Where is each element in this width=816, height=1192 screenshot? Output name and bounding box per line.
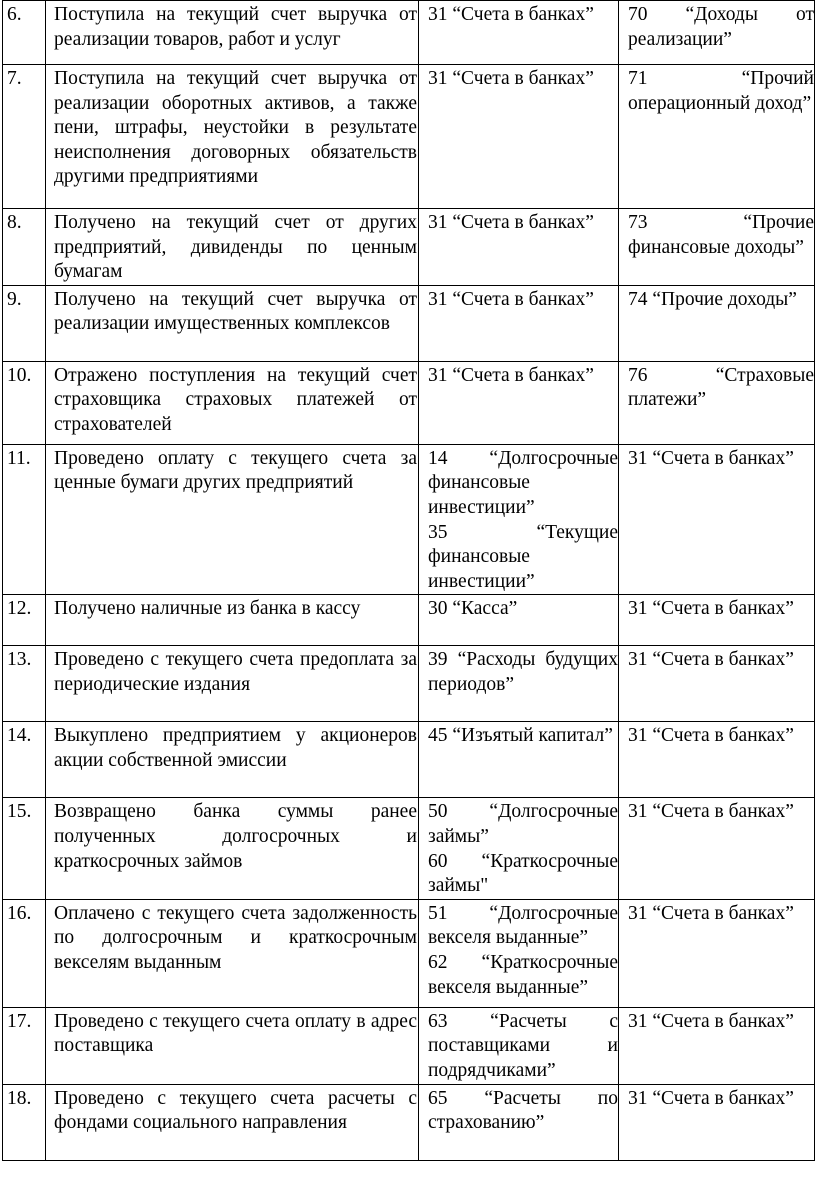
credit-account: 31 “Счета в банках” <box>628 1010 794 1032</box>
accounting-entries-table <box>2 0 815 1161</box>
credit-account: 31 “Счета в банках” <box>628 447 794 469</box>
entry-number: 13. <box>3 646 46 722</box>
debit-account: 31 “Счета в банках” <box>428 68 594 89</box>
credit-account: 31 “Счета в банках” <box>628 598 794 620</box>
entry-number: 15. <box>3 798 46 899</box>
credit-account: 31 “Счета в банках” <box>628 649 794 671</box>
debit-account-cell <box>419 1084 619 1160</box>
debit-account: 51 “Долгосрочные векселя выданные” <box>428 902 618 949</box>
debit-account-cell <box>419 285 619 361</box>
entry-number: 8. <box>3 209 46 286</box>
table-row <box>3 899 815 1007</box>
entry-number: 9. <box>3 285 46 361</box>
credit-account-cell <box>619 209 815 286</box>
operation-description: Оплачено с текущего счета задолженность по долгосрочным и краткосрочным векселям выданным <box>46 899 419 1007</box>
table-row <box>3 646 815 722</box>
operation-description: Возвращено банка суммы ранее полученных долгосрочных и краткосрочных займов <box>46 798 419 899</box>
debit-account-cell <box>419 1007 619 1084</box>
debit-account-cell <box>419 722 619 798</box>
credit-account: 31 “Счета в банках” <box>628 1087 794 1109</box>
entry-number: 7. <box>3 65 46 209</box>
operation-description: Отражено поступления на текущий счет страховщика страховых платежей от страхователей <box>46 361 419 444</box>
operation-description: Получено на текущий счет от других предприятий, дивиденды по ценным бумагам <box>46 209 419 286</box>
table-row <box>3 361 815 444</box>
credit-account-cell <box>619 722 815 798</box>
entry-number: 11. <box>3 444 46 595</box>
table-row <box>3 444 815 595</box>
credit-account-cell <box>619 595 815 646</box>
debit-account: 65 “Расчеты по страхованию” <box>428 1087 618 1134</box>
table-row <box>3 1007 815 1084</box>
entry-number: 12. <box>3 595 46 646</box>
debit-account-cell <box>419 1 619 65</box>
operation-description: Проведено с текущего счета оплату в адрес поставщика <box>46 1007 419 1084</box>
debit-account-cell <box>419 209 619 286</box>
operation-description: Поступила на текущий счет выручка от реализации оборотных активов, а также пени, штрафы, неустойки в результате неисполнения договорных обязательств другими предприятиями <box>46 65 419 209</box>
debit-account: 39 “Расходы будущих периодов” <box>428 649 618 695</box>
credit-account: 31 “Счета в банках” <box>628 902 794 924</box>
debit-account: 50 “Долгосрочные займы” <box>428 801 618 847</box>
credit-account-cell <box>619 361 815 444</box>
table-row <box>3 595 815 646</box>
debit-account: 31 “Счета в банках” <box>428 364 594 386</box>
debit-account: 31 “Счета в банках” <box>428 4 594 25</box>
credit-account-cell <box>619 65 815 209</box>
debit-account: 60 “Краткосрочные займы" <box>428 850 618 897</box>
entry-number: 16. <box>3 899 46 1007</box>
credit-account: 76 “Страховые платежи” <box>628 364 814 411</box>
debit-account: 35 “Текущие финансовые инвестиции” <box>428 521 618 592</box>
credit-account-cell <box>619 1084 815 1160</box>
credit-account-cell <box>619 285 815 361</box>
credit-account-cell <box>619 646 815 722</box>
debit-account: 63 “Расчеты с поставщиками и подрядчиками” <box>428 1010 618 1081</box>
debit-account-cell <box>419 798 619 899</box>
debit-account: 14 “Долгосрочные финансовые инвестиции” <box>428 447 618 518</box>
credit-account-cell <box>619 1007 815 1084</box>
credit-account: 31 “Счета в банках” <box>628 801 794 823</box>
entry-number: 14. <box>3 722 46 798</box>
debit-account-cell <box>419 361 619 444</box>
debit-account-cell <box>419 65 619 209</box>
credit-account-cell <box>619 1 815 65</box>
credit-account-cell <box>619 899 815 1007</box>
entry-number: 10. <box>3 361 46 444</box>
operation-description: Получено наличные из банка в кассу <box>46 595 419 646</box>
operation-description: Проведено оплату с текущего счета за ценные бумаги других предприятий <box>46 444 419 595</box>
credit-account: 71 “Прочий операционный доход” <box>628 68 814 114</box>
debit-account: 31 “Счета в банках” <box>428 212 594 233</box>
credit-account-cell <box>619 798 815 899</box>
table-row <box>3 1084 815 1160</box>
table-row <box>3 65 815 209</box>
debit-account: 31 “Счета в банках” <box>428 288 594 310</box>
credit-account: 74 “Прочие доходы” <box>628 288 797 310</box>
operation-description: Проведено с текущего счета расчеты с фондами социального направления <box>46 1084 419 1160</box>
operation-description: Поступила на текущий счет выручка от реализации товаров, работ и услуг <box>46 1 419 65</box>
debit-account-cell <box>419 899 619 1007</box>
debit-account-cell <box>419 646 619 722</box>
table-row <box>3 722 815 798</box>
operation-description: Получено на текущий счет выручка от реализации имущественных комплексов <box>46 285 419 361</box>
credit-account: 73 “Прочие финансовые доходы” <box>628 212 814 258</box>
debit-account: 30 “Касса” <box>428 598 518 620</box>
table-row <box>3 209 815 286</box>
debit-account-cell <box>419 444 619 595</box>
table-row <box>3 285 815 361</box>
credit-account: 70 “Доходы от реализации” <box>628 4 814 50</box>
entry-number: 18. <box>3 1084 46 1160</box>
entry-number: 17. <box>3 1007 46 1084</box>
credit-account: 31 “Счета в банках” <box>628 725 794 747</box>
debit-account-cell <box>419 595 619 646</box>
operation-description: Проведено с текущего счета предоплата за периодические издания <box>46 646 419 722</box>
table-row <box>3 1 815 65</box>
table-row <box>3 798 815 899</box>
entry-number: 6. <box>3 1 46 65</box>
table-body <box>3 1 815 1161</box>
operation-description: Выкуплено предприятием у акционеров акции собственной эмиссии <box>46 722 419 798</box>
debit-account: 62 “Краткосрочные векселя выданные” <box>428 951 618 998</box>
debit-account: 45 “Изъятый капитал” <box>428 725 613 747</box>
credit-account-cell <box>619 444 815 595</box>
